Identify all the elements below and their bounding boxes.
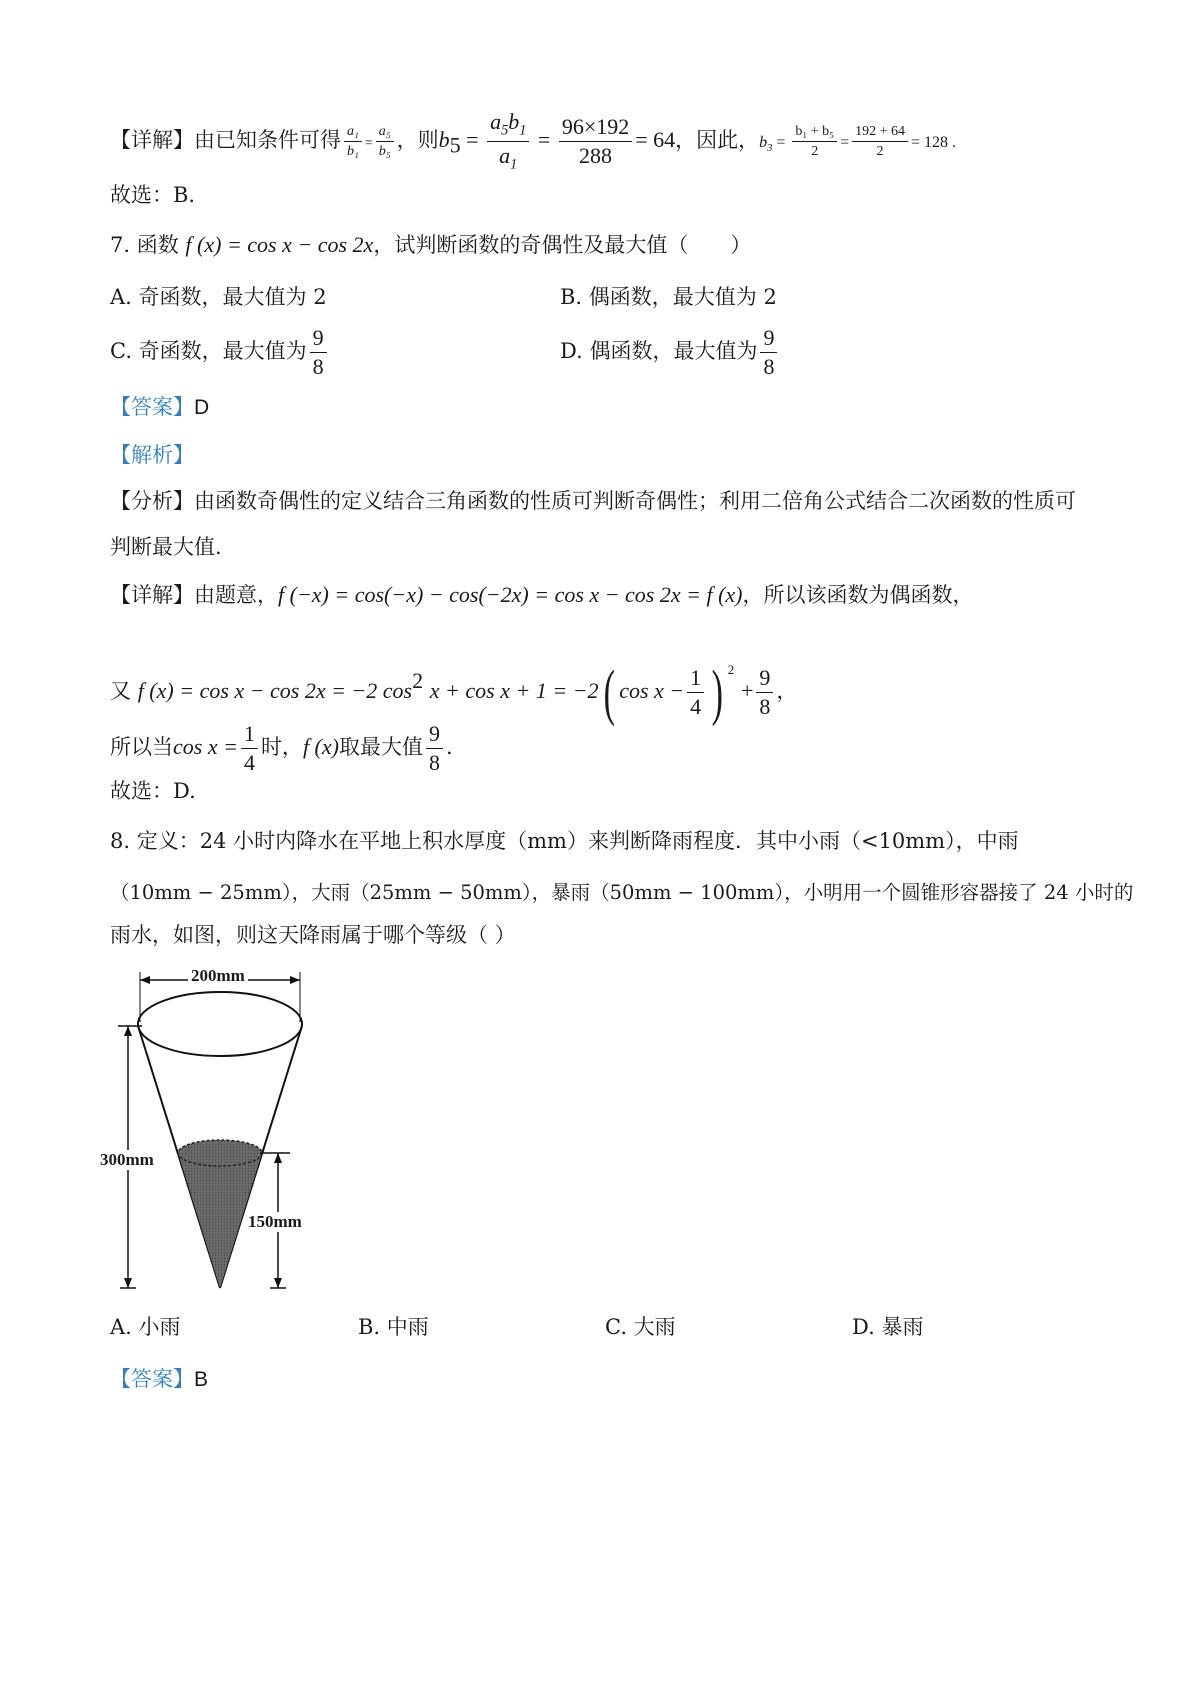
q8-stem-line2: （10mm − 25mm），大雨（25mm − 50mm），暴雨（50mm − 100mm），小明用一个圆锥形容器接了 24 小时的 xyxy=(110,881,1134,904)
q8-answer xyxy=(110,1364,208,1395)
question-number: 8. xyxy=(110,829,131,853)
q7-detail-line1: 【详解】由题意，f (−x) = cos(−x) − cos(−2x) = cos x − cos 2x = f (x)，所以该函数为偶函数， xyxy=(110,582,974,607)
q7-option-d: D. 偶函数，最大值为 $\frac{9}{8}$ xyxy=(560,326,780,379)
q7-option-c: C. 奇函数，最大值为 $\frac{9}{8}$ xyxy=(110,326,330,379)
fraction: $\frac{9}{8}$ xyxy=(426,722,443,775)
q8-stem-line1: 8. 定义：24 小时内降水在平地上积水厚度（mm）来判断降雨程度．其中小雨（<10mm），中雨 xyxy=(110,829,1019,853)
water-surface xyxy=(178,1140,262,1166)
q7-analysis-label: 【解析】 xyxy=(110,443,194,467)
answer-value: B xyxy=(194,1368,209,1391)
q7-option-a: A. 奇函数，最大值为 2 xyxy=(110,285,327,309)
q8-option-a: A. 小雨 xyxy=(110,1315,181,1339)
q7-answer xyxy=(110,392,209,423)
fraction: $\frac{9}{8}$ xyxy=(760,326,777,379)
q7-detail-line2: 又 f (x) = cos x − cos 2x = −2 $\cos^2 x + \cos x + 1 = -2$( cos x − $\frac{1}{4}$ ) $^2$ + $\frac{9}{8}$ ， xyxy=(110,658,798,727)
cone-rim xyxy=(138,992,302,1056)
right-dimension-label: 150mm xyxy=(248,1212,302,1231)
q8-option-b: B. 中雨 xyxy=(358,1315,429,1339)
question-number: 7. xyxy=(110,233,131,257)
fraction: $\frac{\text{a₅}}{\text{b₅}}$ xyxy=(376,124,394,160)
formula: f (x) = cos x − cos 2x xyxy=(185,232,374,257)
fraction: $\frac{\text{a₁}}{\text{b₁}}$ xyxy=(344,124,362,160)
answer-label: 【答案】 xyxy=(110,1367,194,1391)
q8-stem-line3: 雨水，如图，则这天降雨属于哪个等级（ ） xyxy=(110,923,516,947)
q7-detail-line3: 所以当cos x = $\frac{1}{4}$ 时，f (x)取最大值 $\frac{9}{8}$ . xyxy=(110,721,453,776)
q7-analysis-cont: 判断最大值. xyxy=(110,535,222,559)
fraction: $\frac{9}{8}$ xyxy=(756,666,773,719)
fraction: $\frac{1}{4}$ xyxy=(241,722,258,775)
fraction: $\frac{\text{b₁ + b₅}}{2}$ xyxy=(792,124,837,160)
left-dimension-label: 300mm xyxy=(100,1150,154,1169)
q8-option-d: D. 暴雨 xyxy=(852,1315,924,1339)
detail-text: 由已知条件可得 xyxy=(194,128,341,153)
q6-conclusion: 故选：B. xyxy=(110,183,196,207)
q7-conclusion: 故选：D. xyxy=(110,779,196,803)
cone-figure xyxy=(100,960,340,1300)
q8-option-c: C. 大雨 xyxy=(605,1315,676,1339)
q7-option-b: B. 偶函数，最大值为 2 xyxy=(560,285,777,309)
answer-value: D xyxy=(194,396,210,419)
cone-diagram xyxy=(100,960,340,1300)
fraction: $\frac{192 + 64}{2}$ xyxy=(852,124,908,160)
formula: f (−x) = cos(−x) − cos(−2x) = cos x − cos 2x = f (x) xyxy=(278,582,743,607)
q7-stem: 7. 函数 f (x) = cos x − cos 2x，试判断函数的奇偶性及最大值（ ） xyxy=(110,232,752,257)
q7-analysis: 【分析】由函数奇偶性的定义结合三角函数的性质可判断奇偶性；利用二倍角公式结合二次函数的性质可 xyxy=(110,489,1076,513)
q6-detail-line: 【详解】由已知条件可得 $\frac{\text{a₁}}{\text{b₁}}$ = $\frac{\text{a₅}}{\text{b₅}}$ ，则$b_5$ = $\frac{a_5b_1}{a_1}$ = $\frac{96\times 192}{288}$ = 64，因此，$b_3$ = $\frac{\text{b₁ + b₅}}{2}$ = $\frac{192 + 64}{2}$ = 128 . xyxy=(110,109,957,173)
answer-label: 【答案】 xyxy=(110,395,194,419)
detail-label: 【详解】 xyxy=(110,128,194,153)
fraction: $\frac{a_5b_1}{a_1}$ xyxy=(487,110,529,173)
fraction: $\frac{1}{4}$ xyxy=(687,666,704,719)
fraction: $\frac{9}{8}$ xyxy=(310,326,327,379)
top-dimension-label: 200mm xyxy=(188,966,248,986)
fraction: $\frac{96\times 192}{288}$ xyxy=(559,115,632,168)
